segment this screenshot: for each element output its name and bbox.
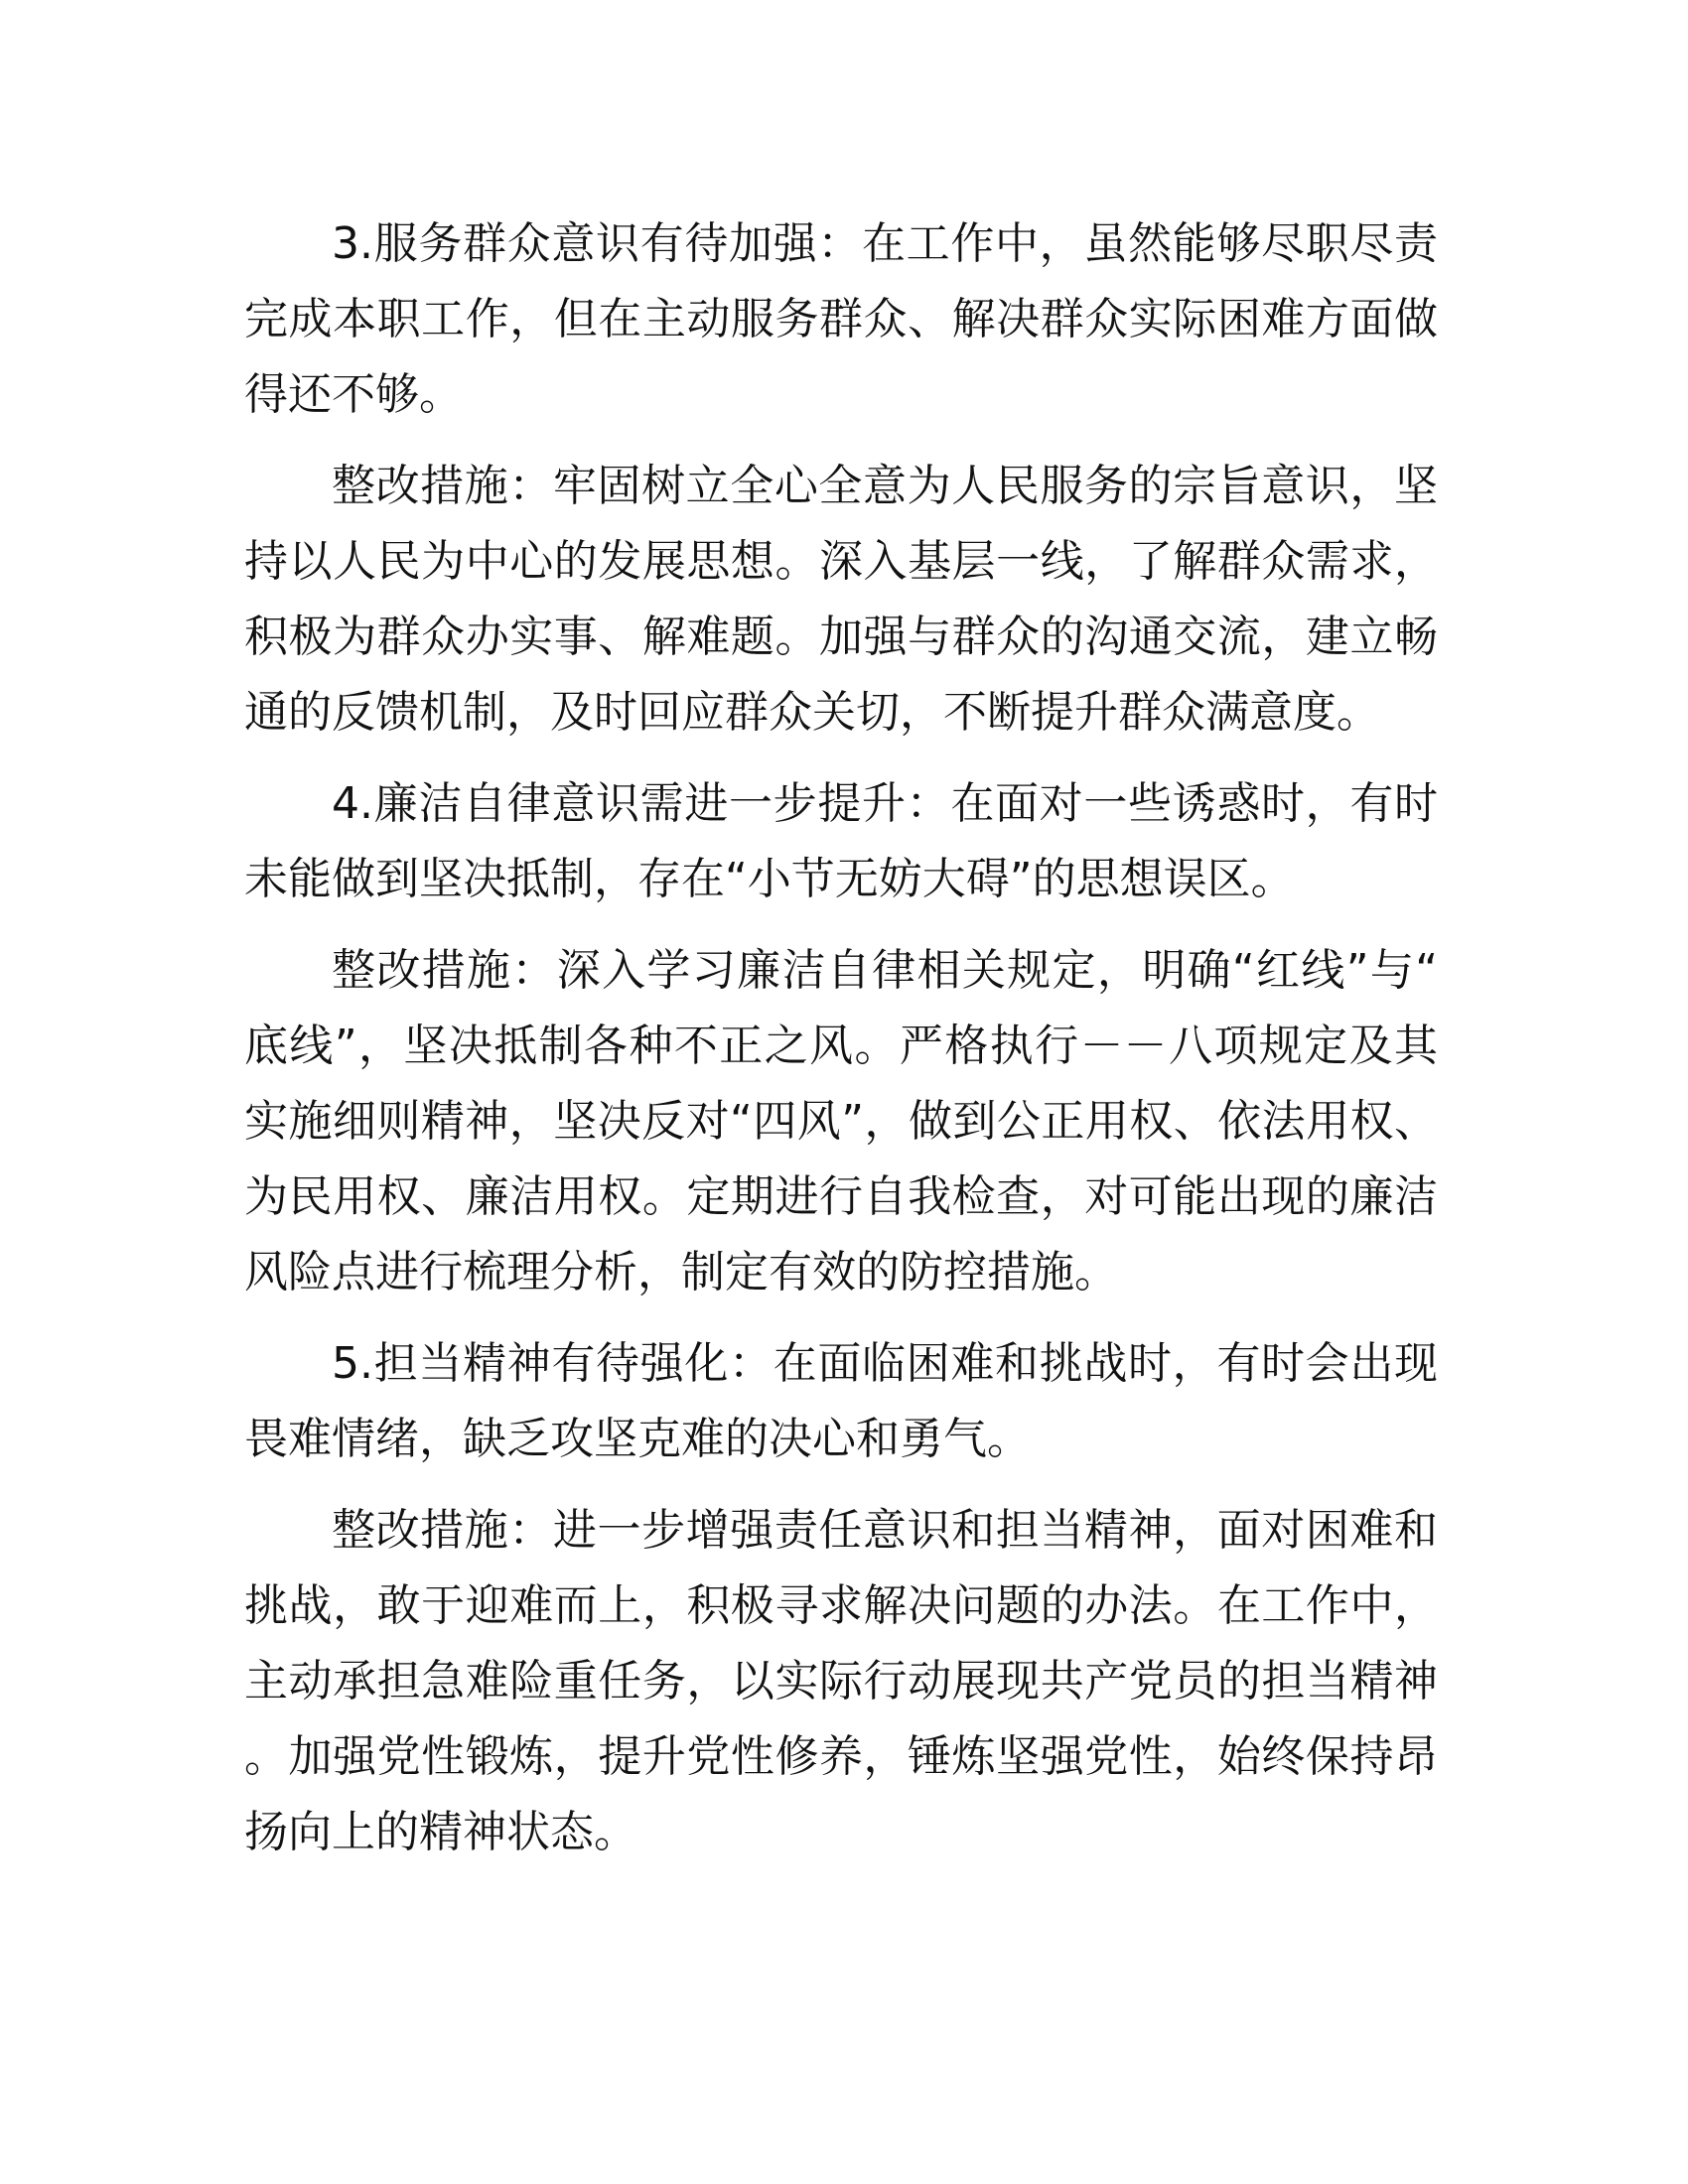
paragraph-issue-3: 3.服务群众意识有待加强：在工作中，虽然能够尽职尽责完成本职工作，但在主动服务群众、解决群众实际困难方面做得还不够。 [244,218,1438,420]
paragraph-issue-5: 5.担当精神有待强化：在面临困难和挑战时，有时会出现畏难情绪，缺乏攻坚克难的决心和勇气。 [244,1338,1438,1464]
document-body [244,206,1438,1886]
paragraph-measures-3: 整改措施：牢固树立全心全意为人民服务的宗旨意识，坚持以人民为中心的发展思想。深入基层一线，了解群众需求，积极为群众办实事、解难题。加强与群众的沟通交流，建立畅通的反馈机制，及时回应群众关切，不断提升群众满意度。 [244,461,1438,738]
paragraph-issue-4: 4.廉洁自律意识需进一步提升：在面对一些诱惑时，有时未能做到坚决抵制，存在“小节无妨大碍”的思想误区。 [244,778,1438,904]
paragraph-measures-4: 整改措施：深入学习廉洁自律相关规定，明确“红线”与“底线”，坚决抵制各种不正之风。严格执行－－八项规定及其实施细则精神，坚决反对“四风”，做到公正用权、依法用权、为民用权、廉洁用权。定期进行自我检查，对可能出现的廉洁风险点进行梳理分析，制定有效的防控措施。 [244,945,1438,1297]
paragraph-measures-5: 整改措施：进一步增强责任意识和担当精神，面对困难和挑战，敢于迎难而上，积极寻求解决问题的办法。在工作中，主动承担急难险重任务，以实际行动展现共产党员的担当精神。加强党性锻炼，提升党性修养，锤炼坚强党性，始终保持昂扬向上的精神状态。 [244,1505,1438,1857]
